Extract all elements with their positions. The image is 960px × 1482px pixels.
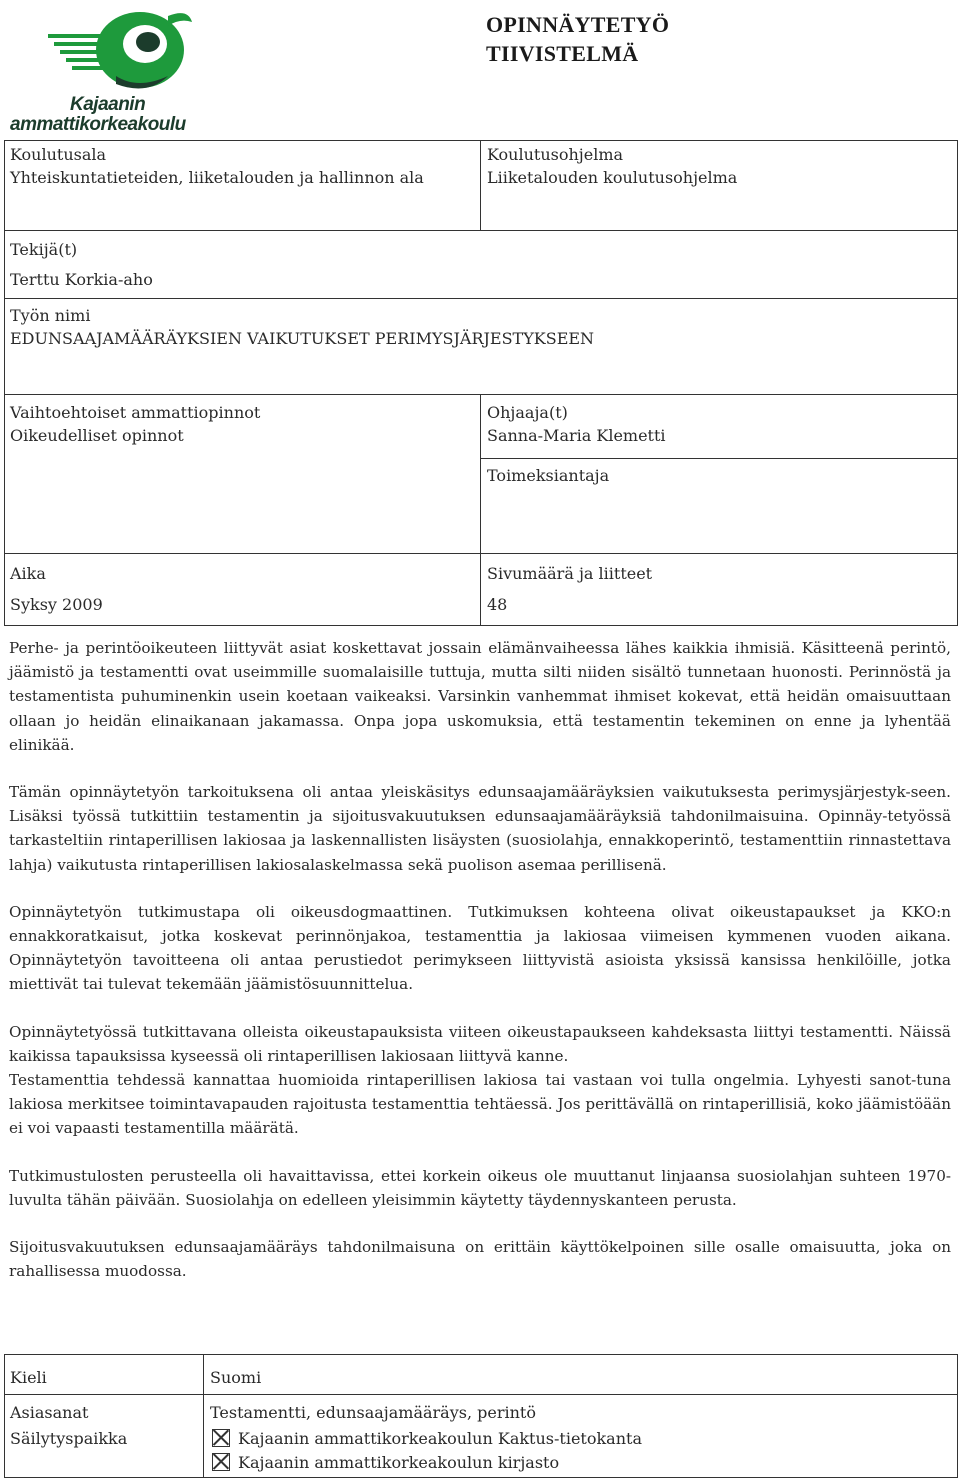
column-divider — [203, 1354, 204, 1478]
column-divider — [480, 140, 481, 230]
logo-text-line1: Kajaanin — [70, 94, 146, 115]
field-value: Terttu Korkia-aho — [10, 270, 153, 289]
abstract-paragraph: Opinnäytetyön tutkimustapa oli oikeusdogmaattinen. Tutkimuksen kohteena olivat oikeustapaukset ja KKO:n ennakkoratkaisut, jotka koskevat perinnönjakoa, testamenttia ja lakiosaa viimeisen kymmenen vuoden aikana. Opinnäytetyön tavoitteena oli antaa perustiedot perimykseen liittyvistä asioista yksissä kansissa henkilöille, jotka miettivät tai tulevat tekemään jäämistösuunnittelua. — [9, 902, 951, 994]
field-kieli-value: Suomi — [210, 1368, 262, 1387]
field-label: Toimeksiantaja — [487, 466, 610, 485]
field-ohjaaja — [487, 401, 666, 447]
abstract-body — [9, 636, 951, 1306]
divider — [4, 298, 958, 299]
checked-checkbox-icon[interactable] — [212, 1429, 230, 1447]
field-asiasanat-label: Asiasanat — [10, 1403, 89, 1422]
field-value: 48 — [487, 595, 508, 614]
field-koulutusohjelma — [487, 143, 737, 189]
divider — [480, 458, 958, 459]
field-value: Yhteiskuntatieteiden, liiketalouden ja hallinnon ala — [10, 168, 424, 187]
sailytyspaikka-option[interactable] — [212, 1427, 642, 1450]
abstract-paragraph: Tämän opinnäytetyön tarkoituksena oli antaa yleiskäsitys edunsaajamääräyksien vaikutuksesta perimysjärjestyk-seen. Lisäksi työssä tutkittiin testamentin ja sijoitusvakuutuksen edunsaajamääräyksiä tahdonilmaisuina. Opinnäy-tetyössä tarkasteltiin rintaperillisen lakiosaa ja laskennallisten lisäysten (suosiolahja, ennakkoperintö, testamenttiin rinnastettava lahja) vaikutusta rintaperillisen lakiosalaskelmassa sekä puolison asemaa perillisenä. — [9, 783, 951, 874]
checked-checkbox-icon[interactable] — [212, 1453, 230, 1471]
field-koulutusala — [10, 143, 424, 189]
field-tyon-nimi — [10, 304, 594, 350]
abstract-paragraph: Tutkimustulosten perusteella oli havaittavissa, ettei korkein oikeus ole muuttanut linjaansa suosiolahjan suhteen 1970-luvulta tähän päivään. Suosiolahja on edelleen yleisimmin käytetty täydennyskanteen perusta. — [9, 1166, 951, 1209]
field-value: Oikeudelliset opinnot — [10, 426, 184, 445]
field-value: Sanna-Maria Klemetti — [487, 426, 666, 445]
field-toimeksiantaja — [487, 464, 609, 487]
field-sailytyspaikka-label: Säilytyspaikka — [10, 1429, 128, 1448]
field-vaihtoehtoiset-ammattiopinnot — [10, 401, 260, 447]
field-label: Vaihtoehtoiset ammattiopinnot — [10, 403, 261, 422]
field-sivumaara — [487, 558, 652, 620]
field-kieli-label: Kieli — [10, 1368, 47, 1387]
divider — [4, 230, 958, 231]
field-tekija — [10, 235, 153, 295]
logo-text-line2: ammattikorkeakoulu — [10, 114, 186, 135]
divider — [4, 1394, 958, 1395]
field-label: Sivumäärä ja liitteet — [487, 564, 653, 583]
field-label: Koulutusohjelma — [487, 145, 624, 164]
field-label: Ohjaaja(t) — [487, 403, 568, 422]
field-label: Aika — [10, 564, 46, 583]
field-value: EDUNSAAJAMÄÄRÄYKSIEN VAIKUTUKSET PERIMYSJÄRJESTYKSEEN — [10, 329, 595, 348]
abstract-paragraph: Perhe- ja perintöoikeuteen liittyvät asiat koskettavat jossain elämänvaiheessa lähes kaikkia ihmisiä. Käsitteenä perintö, jäämistö ja testamentti ovat useimmille suomalaisille tuttuja, mutta silti niiden sisältö tunnetaan huonosti. Perinnöstä ja testamentista puhuminenkin usein koetaan vaikeaksi. Varsinkin vanhemmat ihmiset kokevat, että heidän omaisuuttaan ollaan jo heidän elinaikanaan jakamassa. Onpa jopa uskomuksia, että testamentin tekeminen on enne ja lyhentää elinikää. — [9, 639, 951, 754]
field-asiasanat-value: Testamentti, edunsaajamääräys, perintö — [210, 1403, 536, 1422]
field-value: Syksy 2009 — [10, 595, 103, 614]
document-type-line2: TIIVISTELMÄ — [486, 41, 639, 66]
document-type-line1: OPINNÄYTETYÖ — [486, 12, 670, 37]
option-label: Kajaanin ammattikorkeakoulun kirjasto — [238, 1453, 560, 1472]
field-value: Liiketalouden koulutusohjelma — [487, 168, 738, 187]
field-label: Työn nimi — [10, 306, 91, 325]
field-label: Tekijä(t) — [10, 240, 78, 259]
field-aika — [10, 558, 103, 620]
abstract-paragraph: Sijoitusvakuutuksen edunsaajamääräys tahdonilmaisuna on erittäin käyttökelpoinen sille osalle omaisuutta, joka on rahallisessa muodossa. — [9, 1238, 951, 1281]
sailytyspaikka-option[interactable] — [212, 1451, 559, 1474]
field-label: Koulutusala — [10, 145, 107, 164]
school-logo — [8, 4, 228, 136]
option-label: Kajaanin ammattikorkeakoulun Kaktus-tietokanta — [238, 1429, 642, 1448]
column-divider — [480, 394, 481, 626]
abstract-paragraph: Opinnäytetyössä tutkittavana olleista oikeustapauksista viiteen oikeustapaukseen kahdeksasta liittyi testamentti. Näissä kaikissa tapauksissa kyseessä oli rintaperillisen lakiosaan liittyvä kanne. — [9, 1022, 951, 1065]
divider — [4, 394, 958, 395]
logo-emblem-icon — [48, 4, 198, 96]
divider — [4, 553, 958, 554]
abstract-paragraph: Testamenttia tehdessä kannattaa huomioida rintaperillisen lakiosa tai vastaan voi tulla ongelmia. Lyhyesti sanot-tuna lakiosa merkitsee toimintavapauden rajoitusta testamenttia tehtäessä. Jos perittävällä on rintaperillisiä, koko jäämistöään ei voi vapaasti testamentilla määrätä. — [9, 1071, 951, 1138]
document-type-heading — [486, 10, 669, 68]
